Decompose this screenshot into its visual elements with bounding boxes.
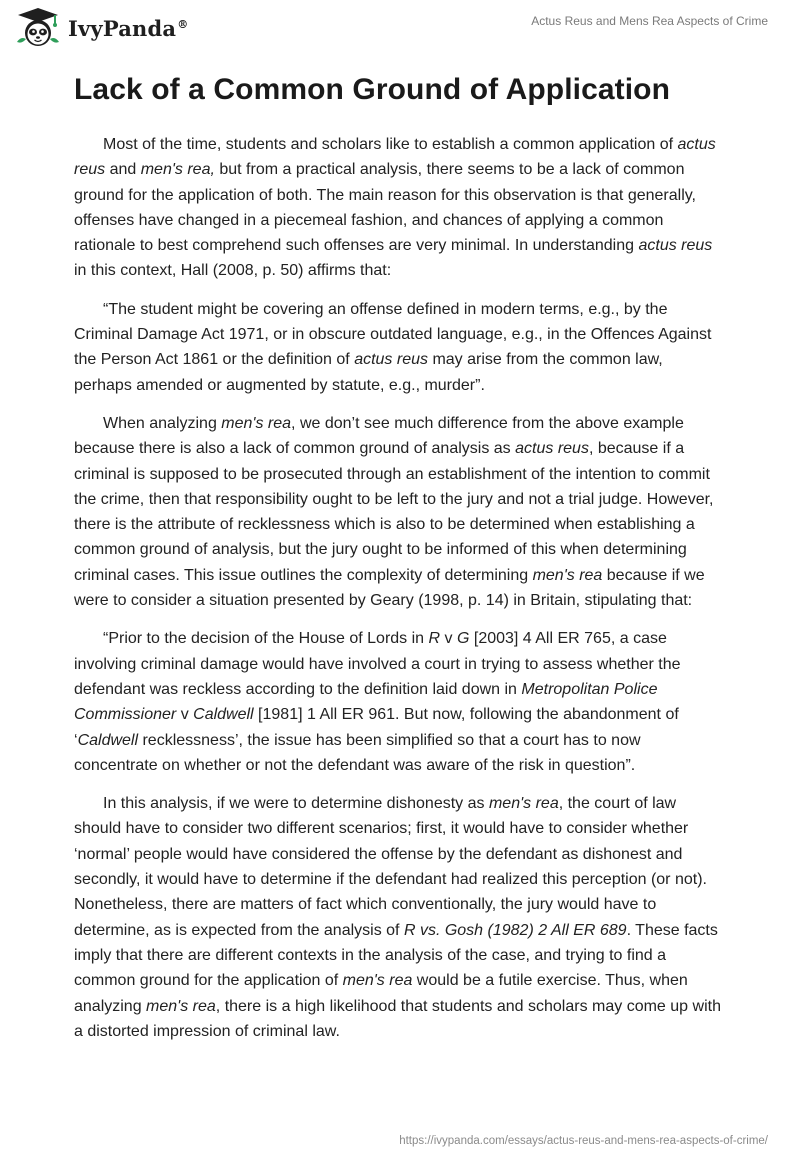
paragraph — [74, 626, 724, 778]
italic-term: men's rea — [532, 566, 603, 584]
article-content — [74, 70, 724, 1057]
italic-term: men's rea — [221, 414, 292, 432]
italic-term: R vs. Gosh (1982) 2 All ER 689 — [403, 921, 627, 939]
paragraph-text: and — [105, 161, 141, 179]
paragraph-text: Most of the time, students and scholars like to establish a common application of — [103, 136, 678, 153]
page-header — [0, 0, 800, 60]
ivypanda-logo[interactable] — [14, 8, 188, 48]
panda-graduate-icon — [14, 6, 62, 50]
italic-term: Metropolitan Police Commissioner — [74, 680, 658, 724]
article-body — [74, 132, 724, 1044]
paragraph-text: , we don’t see much difference from the above example because there is also a lack of common ground of analysis as — [74, 414, 684, 458]
paragraph-text: but from a practical analysis, there seems to be a lack of common ground for the application of both. The main reason for this observation is that generally, offenses have changed in a piecemeal fashion, and chances of applying a common rationale to best comprehend such offenses are very minimal. In understanding — [74, 161, 696, 255]
paragraph-text: in this context, Hall (2008, p. 50) affirms that: — [74, 262, 392, 280]
italic-term: R — [428, 630, 441, 648]
paragraph — [74, 411, 724, 613]
paragraph-text: In this analysis, if we were to determine dishonesty as — [103, 795, 489, 813]
paragraph-text: recklessness’, the issue has been simplified so that a court has to now concentrate on whether or not the defendant was aware of the risk in question”. — [74, 731, 641, 774]
paragraph — [74, 132, 724, 284]
brand-name: IvyPanda® — [68, 15, 189, 41]
paragraph-text: v — [440, 630, 457, 648]
italic-term: actus reus — [74, 136, 716, 179]
paragraph-text: would be a futile exercise. Thus, when analyzing — [74, 972, 688, 1015]
paragraph-text: “Prior to the decision of the House of Lords in — [103, 630, 429, 648]
italic-term: men's rea — [342, 972, 413, 990]
paragraph-text: , the court of law should have to consider two different scenarios; first, it would have to consider whether ‘normal’ people would have considered the offense by the defendant as dishonest and secondly, it would have to determine if the defendant had realized this perception (or not). Nonetheless, there are matters of fact which conventionally, the jury would have to determine, as is expected from the analysis of — [74, 795, 707, 939]
italic-term: G — [456, 630, 470, 648]
document-title: Actus Reus and Mens Rea Aspects of Crime — [531, 14, 768, 28]
paragraph — [74, 791, 724, 1044]
paragraph-text: [1981] 1 All ER 961. But now, following the abandonment of ‘ — [74, 706, 679, 749]
paragraph-text: may arise from the common law, perhaps amended or augmented by statute, e.g., murder”. — [74, 351, 663, 394]
paragraph-text: because if we were to consider a situation presented by Geary (1998, p. 14) in Britain, stipulating that: — [74, 566, 705, 610]
section-heading: Lack of a Common Ground of Application — [74, 73, 671, 106]
italic-term: Caldwell — [193, 706, 254, 724]
italic-term: men's rea — [146, 997, 216, 1015]
paragraph — [74, 297, 724, 398]
italic-term: men's rea — [488, 795, 559, 813]
paragraph-text: , because if a criminal is supposed to be prosecuted through an establishment of the intention to commit the crime, then that responsibility ought to be left to the jury and not a trial judge. However, there is the attribute of recklessness which is also to be determined when establishing a common ground of analysis, but the jury ought to be informed of this when determining criminal cases. This issue outlines the complexity of determining — [74, 440, 714, 584]
italic-term: actus reus — [354, 351, 428, 369]
paragraph-text: “The student might be covering an offense defined in modern terms, e.g., by the Criminal Damage Act 1971, or in obscure outdated language, e.g., in the Offences Against the Person Act 1861 or the definition of — [74, 300, 712, 369]
paragraph-text: v — [176, 706, 194, 724]
italic-term: actus reus — [515, 440, 589, 458]
source-url[interactable]: https://ivypanda.com/essays/actus-reus-and-mens-rea-aspects-of-crime/ — [399, 1135, 768, 1147]
paragraph-text: [2003] 4 All ER 765, a case involving criminal damage would have involved a court in trying to assess whether the defendant was reckless according to the definition laid down in — [74, 630, 681, 698]
paragraph-text: . These facts imply that there are different contexts in the analysis of the case, and trying to find a common ground for the application of — [74, 921, 718, 990]
italic-term: actus reus — [638, 237, 713, 255]
italic-term: men's rea, — [140, 161, 215, 179]
paragraph-text: , there is a high likelihood that students and scholars may come up with a distorted impression of criminal law. — [74, 997, 721, 1040]
paragraph-text: When analyzing — [103, 414, 222, 432]
italic-term: Caldwell — [77, 731, 139, 749]
